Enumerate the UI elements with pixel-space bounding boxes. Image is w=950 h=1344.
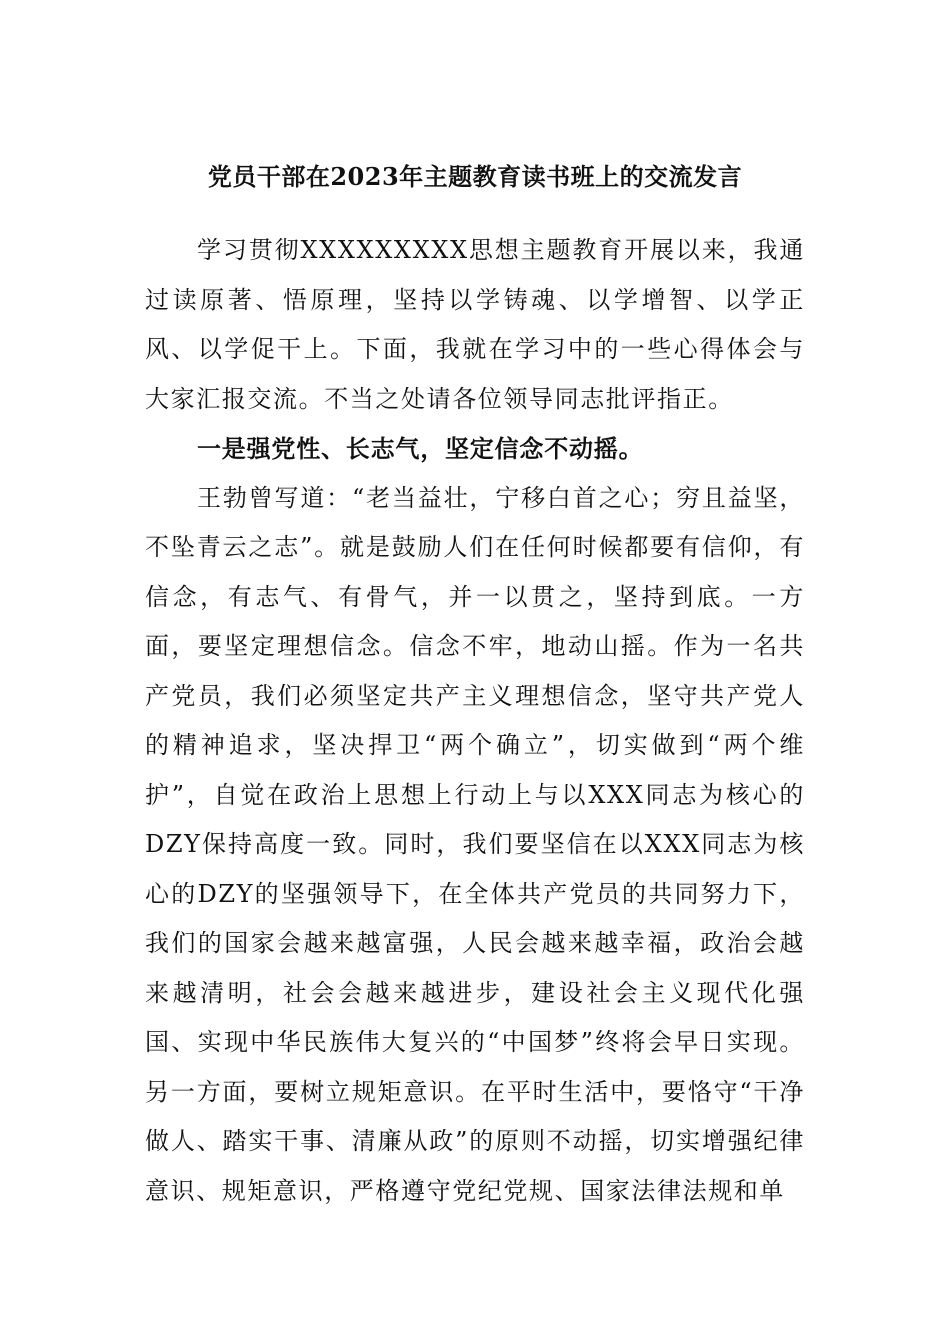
body-paragraph-1: 王勃曾写道：“老当益壮，宁移白首之心；穷且益坚，不坠青云之志”。就是鼓励人们在任何时候都要有信仰，有信念，有志气、有骨气，并一以贯之，坚持到底。一方面，要坚定理想信念。信念不牢，地动山摇。作为一名共产党员，我们必须坚定共产主义理想信念，坚守共产党人的精神追求，坚决捍卫“两个确立”，切实做到“两个维护”，自觉在政治上思想上行动上与以XXX同志为核心的DZY保持高度一致。同时，我们要坚信在以XXX同志为核心的DZY的坚强领导下，在全体共产党员的共同努力下，我们的国家会越来越富强，人民会越来越幸福，政治会越来越清明，社会会越来越进步，建设社会主义现代化强国、实现中华民族伟大复兴的“中国梦”终将会早日实现。另一方面，要树立规矩意识。在平时生活中，要恪守“干净做人、踏实干事、清廉从政”的原则不动摇，切实增强纪律意识、规矩意识，严格遵守党纪党规、国家法律法规和单 [145, 483, 805, 1205]
intro-paragraph: 学习贯彻XXXXXXXXX思想主题教育开展以来，我通过读原著、悟原理，坚持以学铸魂、以学增智、以学正风、以学促干上。下面，我就在学习中的一些心得体会与大家汇报交流。不当之处请各位领导同志批评指正。 [145, 236, 805, 413]
section-heading-1: 一是强党性、长志气，坚定信念不动摇。 [197, 434, 644, 463]
document-body [145, 226, 805, 1216]
document-title: 党员干部在2023年主题教育读书班上的交流发言 [207, 162, 743, 191]
